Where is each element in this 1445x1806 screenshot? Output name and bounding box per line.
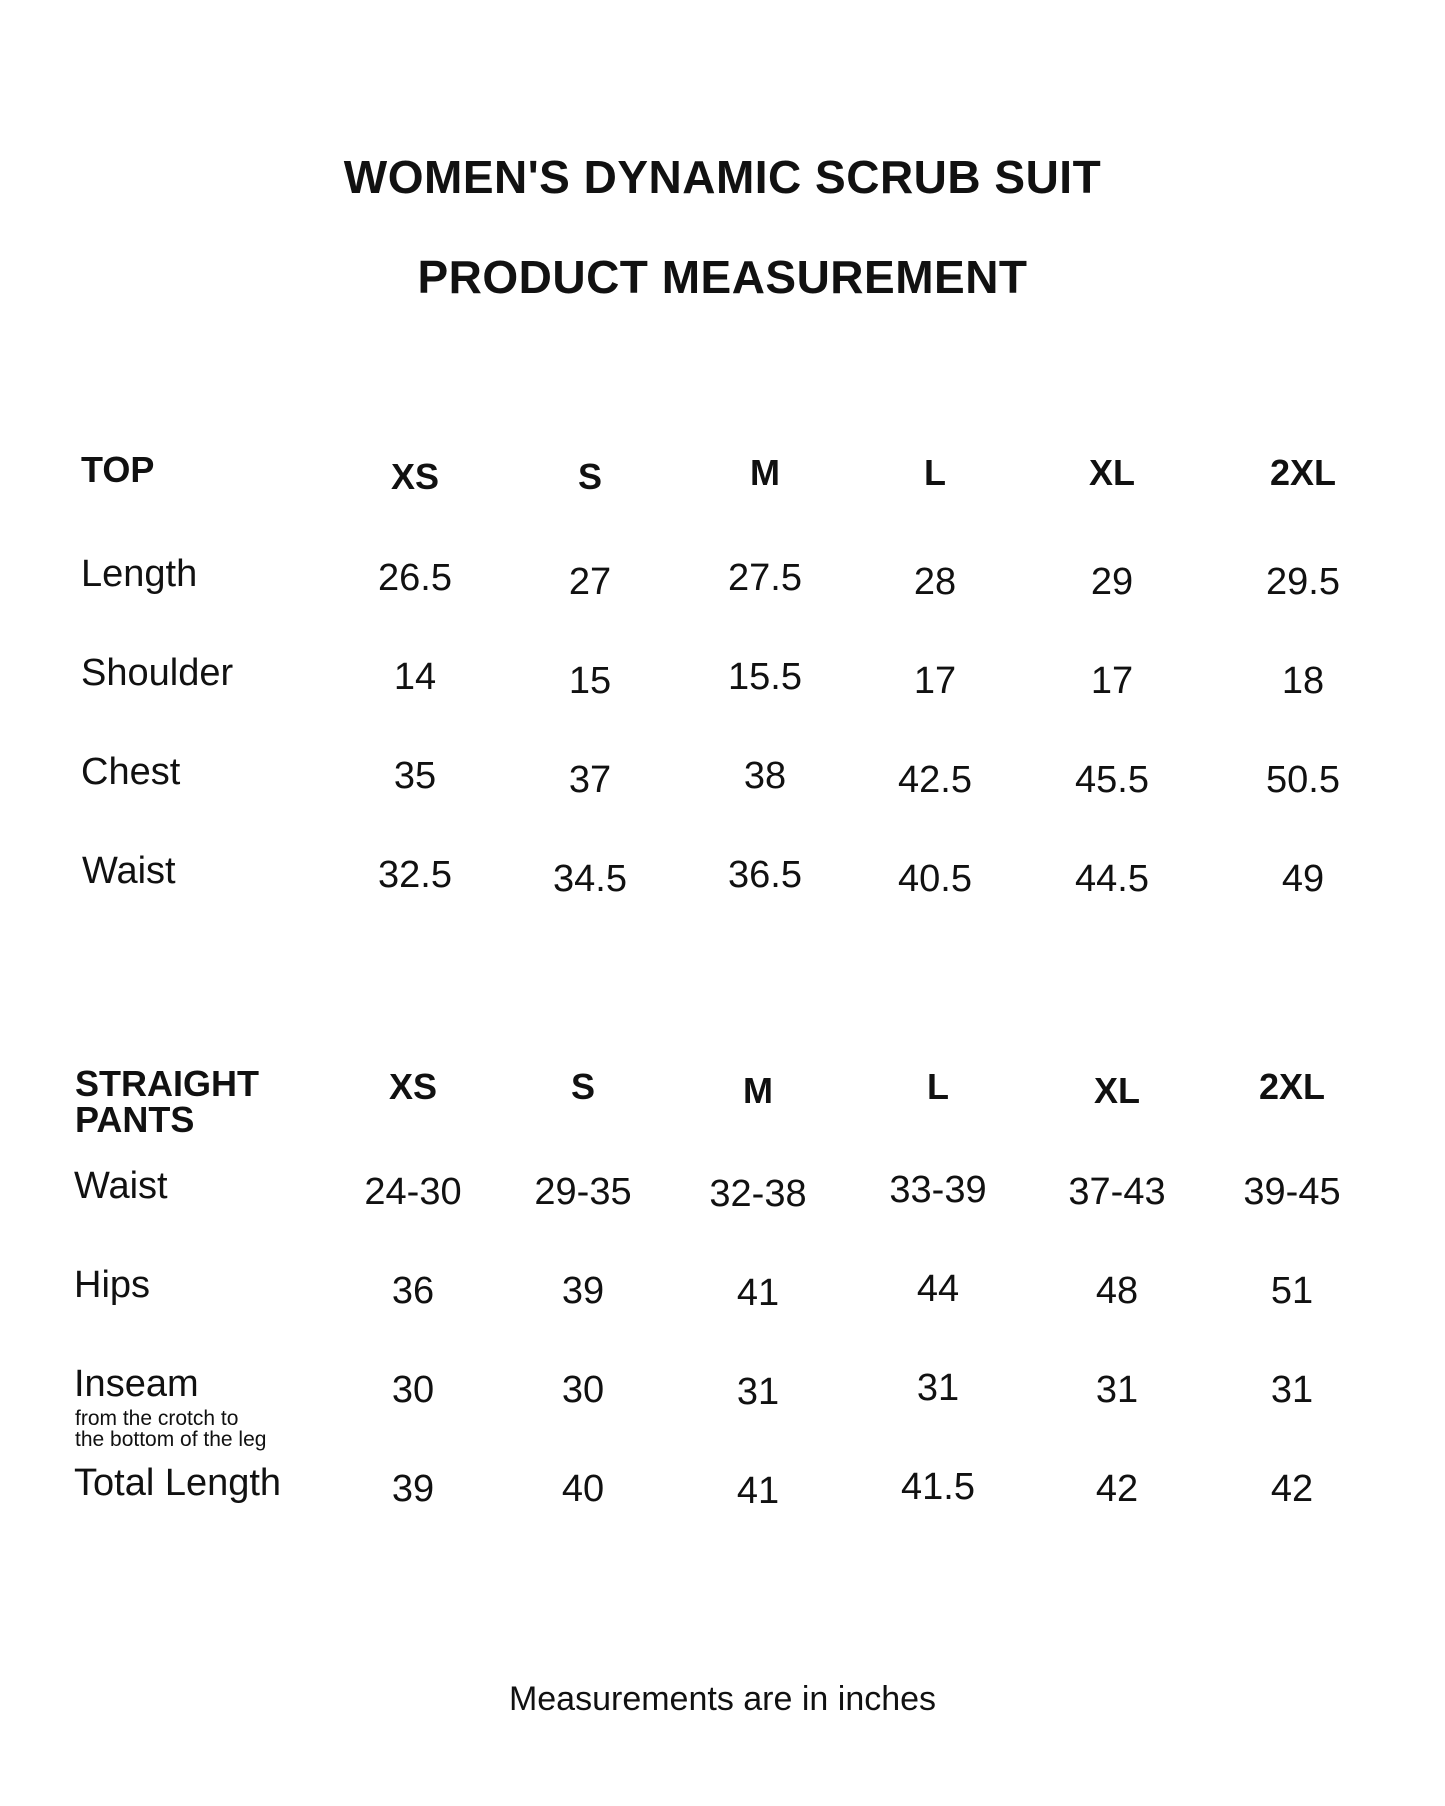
- table-cell: 45.5: [1075, 759, 1149, 801]
- table-row: [0, 751, 1445, 811]
- table-cell: 15.5: [728, 656, 802, 698]
- table-cell: 37-43: [1068, 1171, 1166, 1213]
- table-cell: 39: [561, 1270, 605, 1312]
- table-cell: 51: [1270, 1270, 1314, 1312]
- size-header-xl: XL: [1093, 1070, 1140, 1111]
- size-header-m: M: [750, 452, 780, 493]
- table-row: [0, 1462, 1445, 1522]
- table-cell: 30: [391, 1369, 435, 1411]
- table-cell: 28: [913, 561, 957, 603]
- table-row: [0, 652, 1445, 712]
- row-label: Waist: [74, 1165, 168, 1207]
- table-cell: 17: [913, 660, 957, 702]
- table-cell: 44.5: [1075, 858, 1149, 900]
- size-header-2xl: 2XL: [1258, 1066, 1326, 1107]
- table-cell: 50.5: [1266, 759, 1340, 801]
- table-cell: 42: [1270, 1468, 1314, 1510]
- units-footnote: Measurements are in inches: [508, 1680, 937, 1718]
- table-cell: 39-45: [1243, 1171, 1341, 1213]
- table-cell: 29.5: [1266, 561, 1340, 603]
- table-cell: 41: [736, 1470, 780, 1512]
- table-cell: 44: [916, 1268, 960, 1310]
- table-cell: 31: [736, 1371, 780, 1413]
- table-cell: 29-35: [534, 1171, 632, 1213]
- table-cell: 42.5: [898, 759, 972, 801]
- inseam-note-line1: from the crotch to: [75, 1407, 239, 1430]
- row-label: Waist: [82, 850, 176, 892]
- table-row: [0, 553, 1445, 613]
- size-header-l: L: [924, 452, 946, 493]
- table-cell: 32-38: [709, 1173, 807, 1215]
- pants-table-title-line1: STRAIGHT: [75, 1063, 259, 1104]
- table-row: [0, 1363, 1445, 1453]
- pants-table-header: [0, 1063, 1445, 1146]
- row-label: Length: [81, 553, 198, 595]
- table-row: [0, 1264, 1445, 1324]
- row-label: Hips: [74, 1264, 151, 1306]
- table-cell: 40.5: [898, 858, 972, 900]
- size-header-2xl: 2XL: [1269, 452, 1337, 493]
- table-cell: 32.5: [378, 854, 452, 896]
- size-header-l: L: [927, 1066, 949, 1107]
- table-cell: 33-39: [889, 1169, 987, 1211]
- table-cell: 26.5: [378, 557, 452, 599]
- table-cell: 42: [1095, 1468, 1139, 1510]
- size-header-s: S: [577, 456, 602, 497]
- table-cell: 31: [1095, 1369, 1139, 1411]
- table-cell: 18: [1281, 660, 1325, 702]
- page-title-line2: PRODUCT MEASUREMENT: [417, 251, 1028, 303]
- size-header-xs: XS: [388, 1066, 438, 1107]
- table-cell: 31: [1270, 1369, 1314, 1411]
- table-row: [0, 850, 1445, 910]
- table-cell: 41.5: [901, 1466, 975, 1508]
- table-cell: 36: [391, 1270, 435, 1312]
- table-cell: 34.5: [553, 858, 627, 900]
- row-label: Shoulder: [81, 652, 234, 694]
- top-table-title: TOP: [81, 449, 155, 490]
- inseam-note-line2: the bottom of the leg: [75, 1428, 267, 1451]
- table-cell: 49: [1281, 858, 1325, 900]
- size-header-m: M: [743, 1070, 773, 1111]
- size-header-s: S: [570, 1066, 595, 1107]
- table-cell: 37: [568, 759, 612, 801]
- table-row: [0, 1165, 1445, 1225]
- table-cell: 14: [393, 656, 437, 698]
- table-cell: 24-30: [364, 1171, 462, 1213]
- table-cell: 38: [743, 755, 787, 797]
- page-title-line1: WOMEN'S DYNAMIC SCRUB SUIT: [343, 151, 1102, 203]
- table-cell: 39: [391, 1468, 435, 1510]
- row-label: Chest: [81, 751, 181, 793]
- table-cell: 41: [736, 1272, 780, 1314]
- row-label: Total Length: [74, 1462, 282, 1504]
- top-table-header: [0, 450, 1445, 510]
- table-cell: 35: [393, 755, 437, 797]
- size-header-xl: XL: [1088, 452, 1135, 493]
- table-cell: 48: [1095, 1270, 1139, 1312]
- table-cell: 27: [568, 561, 612, 603]
- table-cell: 27.5: [728, 557, 802, 599]
- table-cell: 40: [561, 1468, 605, 1510]
- table-cell: 29: [1090, 561, 1134, 603]
- row-label: Inseam: [74, 1363, 199, 1405]
- table-cell: 36.5: [728, 854, 802, 896]
- table-cell: 17: [1090, 660, 1134, 702]
- pants-table-title-line2: PANTS: [75, 1099, 195, 1140]
- table-cell: 30: [561, 1369, 605, 1411]
- table-cell: 15: [568, 660, 612, 702]
- table-cell: 31: [916, 1367, 960, 1409]
- size-header-xs: XS: [390, 456, 440, 497]
